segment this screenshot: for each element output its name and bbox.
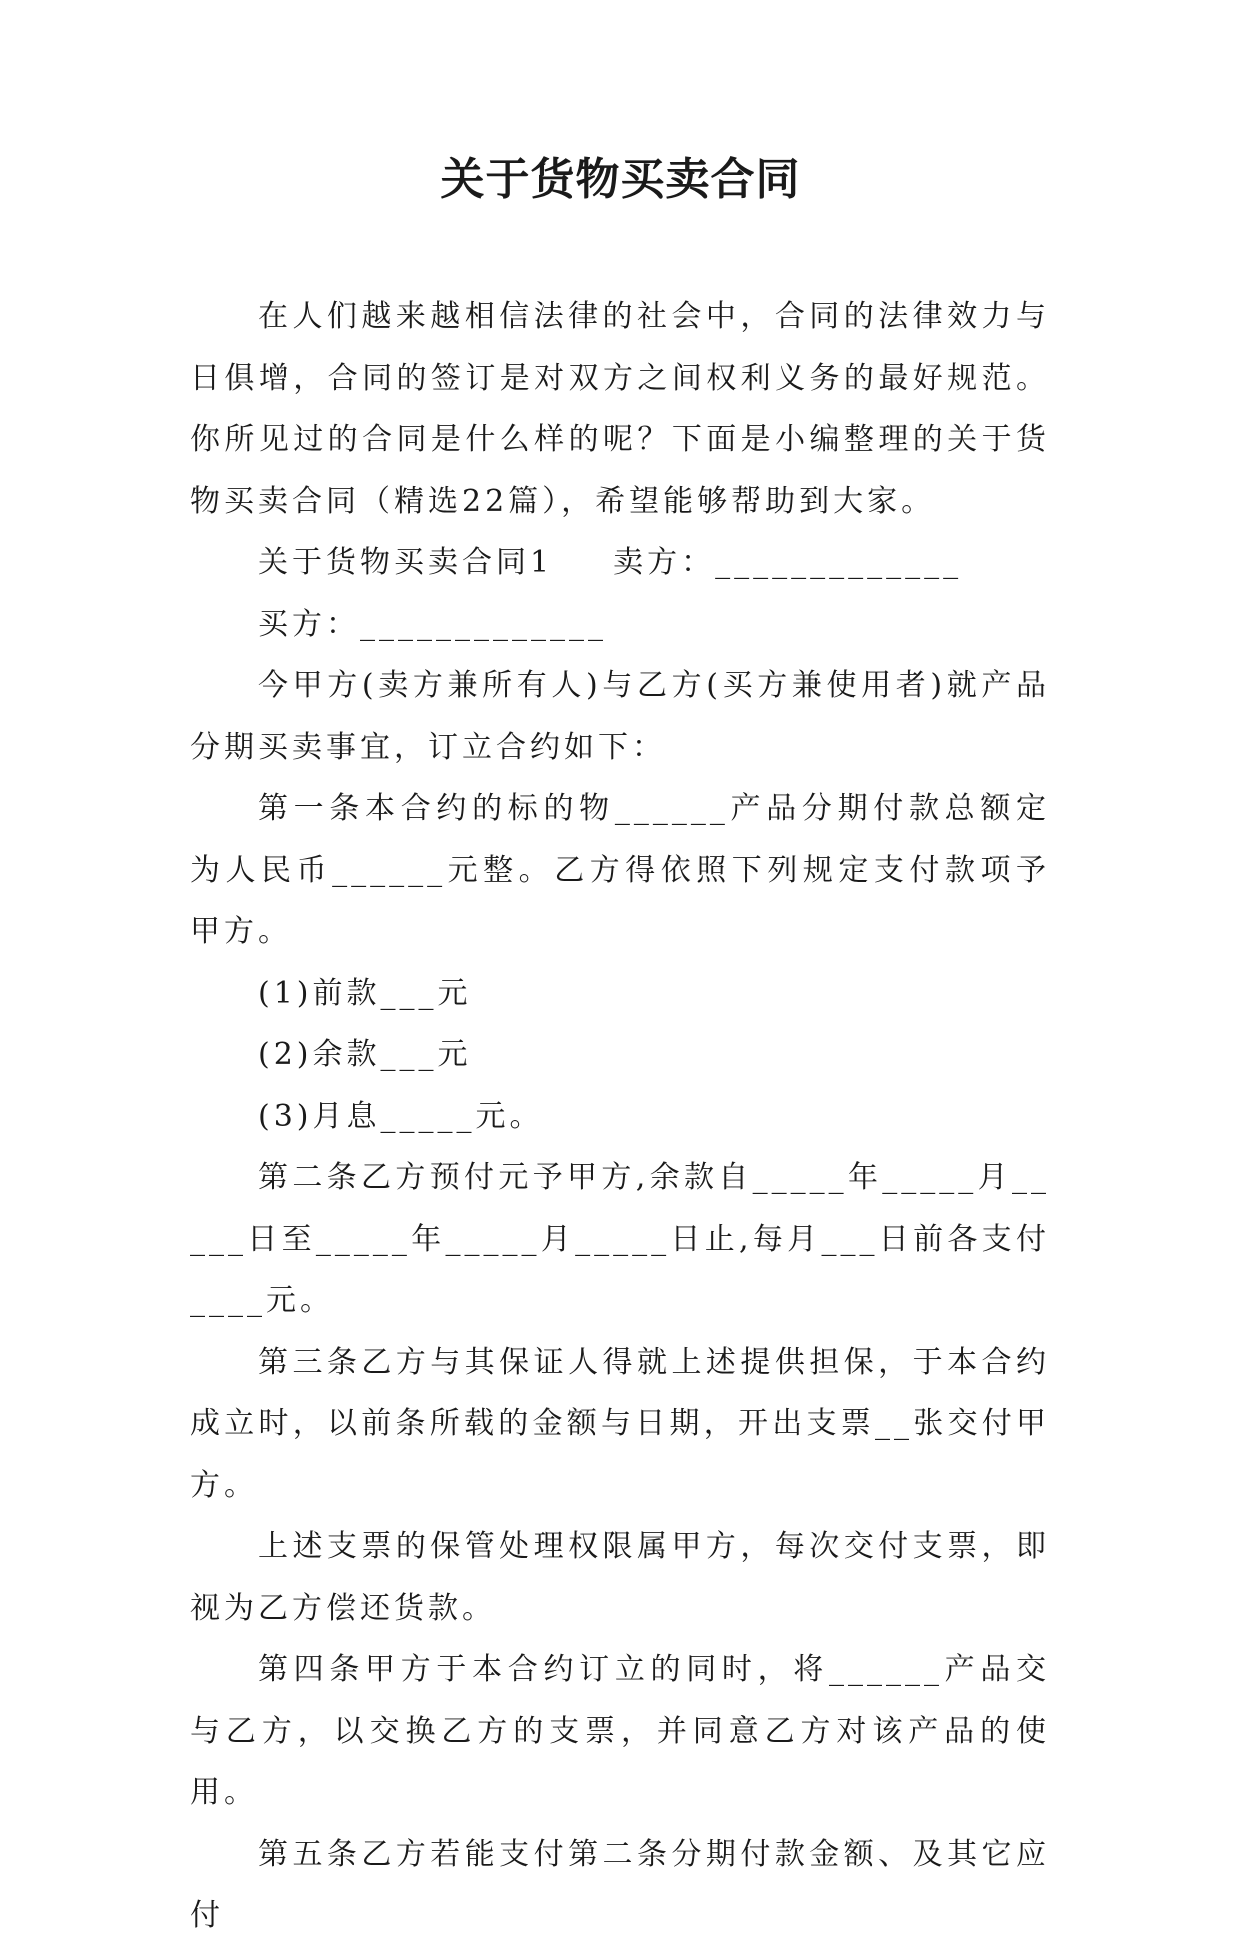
document-body	[190, 286, 1050, 1947]
buyer-field: 买方：_____________	[258, 606, 607, 642]
contract-number-heading: 关于货物买卖合同1	[258, 545, 554, 580]
article-5: 第五条乙方若能支付第二条分期付款金额、及其它应付	[190, 1836, 1050, 1933]
payment-item-1: (1)前款___元	[258, 975, 472, 1011]
document-title: 关于货物买卖合同	[440, 154, 801, 205]
intro-paragraph: 在人们越来越相信法律的社会中，合同的法律效力与日俱增，合同的签订是对双方之间权利义务的最好规范。你所见过的合同是什么样的呢？下面是小编整理的关于货物买卖合同（精选22篇），希望能够帮助到大家。	[190, 299, 1050, 519]
seller-field: 卖方：_____________	[613, 545, 963, 580]
payment-item-2: (2)余款___元	[258, 1037, 472, 1072]
article-4: 第四条甲方于本合约订立的同时，将______产品交与乙方，以交换乙方的支票，并同意乙方对该产品的使用。	[190, 1652, 1050, 1810]
cheque-custody-paragraph: 上述支票的保管处理权限属甲方，每次交付支票，即视为乙方偿还货款。	[190, 1529, 1050, 1626]
article-1: 第一条本合约的标的物______产品分期付款总额定为人民币______元整。乙方得依照下列规定支付款项予甲方。	[190, 791, 1050, 949]
preamble-paragraph: 今甲方(卖方兼所有人)与乙方(买方兼使用者)就产品分期买卖事宜，订立合约如下：	[190, 668, 1050, 765]
article-3: 第三条乙方与其保证人得就上述提供担保，于本合约成立时，以前条所载的金额与日期，开出支票__张交付甲方。	[190, 1344, 1050, 1503]
payment-item-3: (3)月息_____元。	[258, 1098, 544, 1134]
contract-heading-line	[190, 532, 1050, 594]
article-2: 第二条乙方预付元予甲方,余款自_____年_____月_____日至_____年_____月_____日止,每月___日前各支付____元。	[190, 1160, 1050, 1318]
